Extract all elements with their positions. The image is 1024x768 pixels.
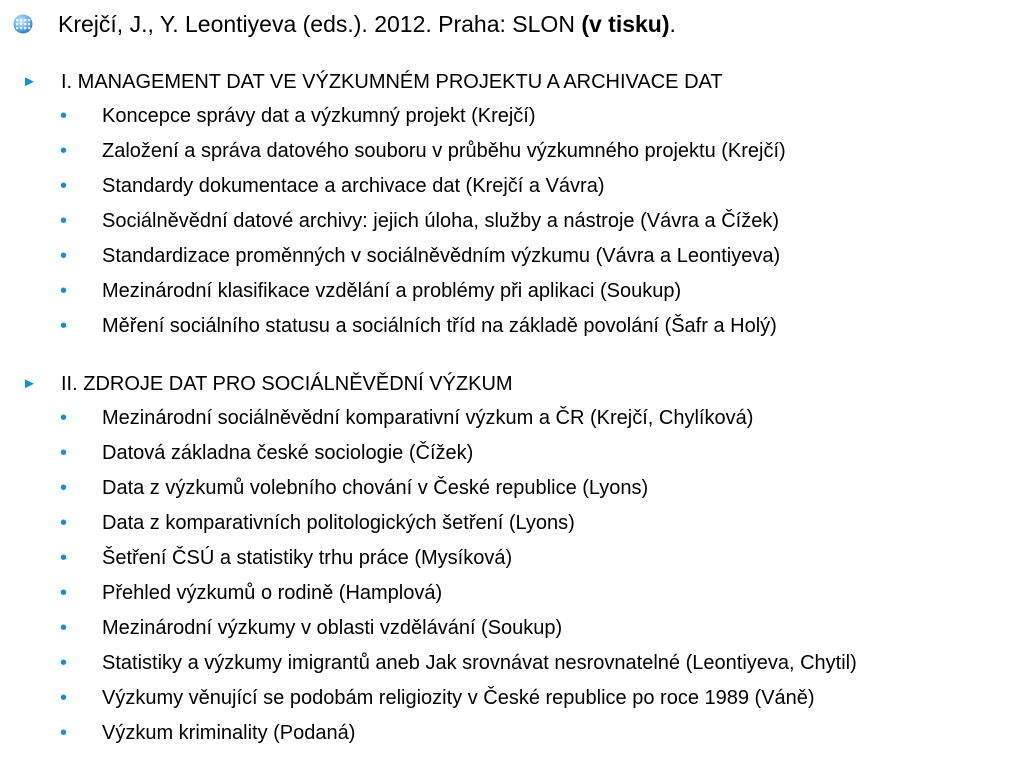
- list-item-text: Výzkumy věnující se podobám religiozity v České republice po roce 1989 (Váně): [102, 687, 815, 709]
- bullet-icon: •: [60, 547, 68, 569]
- bullet-icon: •: [60, 512, 68, 534]
- list-item: [0, 615, 1024, 641]
- list-item: [0, 580, 1024, 606]
- list-item-text: Založení a správa datového souboru v průběhu výzkumného projektu (Krejčí): [102, 140, 786, 162]
- list-item: [0, 103, 1024, 129]
- list-item: [0, 173, 1024, 199]
- list-item: [0, 278, 1024, 304]
- bullet-icon: •: [60, 407, 68, 429]
- section-2-list: [0, 405, 1024, 746]
- section-title: II. ZDROJE DAT PRO SOCIÁLNĚVĚDNÍ VÝZKUM: [61, 373, 513, 395]
- section-heading: [0, 369, 1024, 399]
- list-item: [0, 475, 1024, 501]
- list-item-text: Standardizace proměnných v sociálněvědním výzkumu (Vávra a Leontiyeva): [102, 245, 781, 267]
- citation-text: [58, 9, 676, 39]
- list-item: [0, 243, 1024, 269]
- list-item: [0, 545, 1024, 571]
- section-1: [0, 67, 1024, 348]
- bullet-icon: •: [60, 175, 68, 197]
- list-item: [0, 720, 1024, 746]
- citation-period: .: [669, 11, 676, 37]
- bullet-icon: •: [60, 687, 68, 709]
- pattern-globe-icon: [12, 13, 34, 35]
- list-item-text: Přehled výzkumů o rodině (Hamplová): [102, 582, 443, 604]
- section-heading: [0, 67, 1024, 97]
- bullet-icon: •: [60, 617, 68, 639]
- list-item-text: Statistiky a výzkumy imigrantů aneb Jak srovnávat nesrovnatelné (Leontiyeva, Chytil): [102, 652, 857, 674]
- list-item: [0, 405, 1024, 431]
- list-item-text: Mezinárodní výzkumy v oblasti vzdělávání (Soukup): [102, 617, 563, 639]
- bullet-icon: •: [60, 582, 68, 604]
- citation-line: [8, 8, 676, 40]
- list-item-text: Standardy dokumentace a archivace dat (Krejčí a Vávra): [102, 175, 605, 197]
- list-item-text: Mezinárodní klasifikace vzdělání a problémy při aplikaci (Soukup): [102, 280, 682, 302]
- section-title: I. MANAGEMENT DAT VE VÝZKUMNÉM PROJEKTU A ARCHIVACE DAT: [61, 71, 723, 93]
- list-item-text: Šetření ČSÚ a statistiky trhu práce (Mysíková): [102, 547, 513, 569]
- bullet-icon: •: [60, 105, 68, 127]
- list-item: [0, 685, 1024, 711]
- bullet-icon: •: [60, 442, 68, 464]
- citation-main: Krejčí, J., Y. Leontiyeva (eds.). 2012. Praha: SLON: [58, 11, 582, 37]
- list-item: [0, 313, 1024, 339]
- triangle-bullet-icon: ►: [22, 73, 37, 90]
- list-item: [0, 510, 1024, 536]
- triangle-bullet-icon: ►: [22, 375, 37, 392]
- bullet-icon: •: [60, 210, 68, 232]
- section-1-list: [0, 103, 1024, 339]
- list-item: [0, 208, 1024, 234]
- bullet-icon: •: [60, 477, 68, 499]
- list-item-text: Sociálněvědní datové archivy: jejich úloha, služby a nástroje (Vávra a Čížek): [102, 210, 780, 232]
- list-item-text: Měření sociálního statusu a sociálních tříd na základě povolání (Šafr a Holý): [102, 315, 777, 337]
- bullet-icon: •: [60, 722, 68, 744]
- list-item-text: Datová základna české sociologie (Čížek): [102, 442, 474, 464]
- list-item: [0, 138, 1024, 164]
- list-item-text: Data z výzkumů volebního chování v České republice (Lyons): [102, 477, 649, 499]
- list-item-text: Koncepce správy dat a výzkumný projekt (Krejčí): [102, 105, 536, 127]
- list-item: [0, 650, 1024, 676]
- list-item-text: Výzkum kriminality (Podaná): [102, 722, 356, 744]
- bullet-icon: •: [60, 140, 68, 162]
- bullet-icon: •: [60, 652, 68, 674]
- list-item-text: Data z komparativních politologických šetření (Lyons): [102, 512, 575, 534]
- citation-status: (v tisku): [581, 11, 670, 37]
- bullet-icon: •: [60, 245, 68, 267]
- bullet-icon: •: [60, 280, 68, 302]
- section-2: [0, 369, 1024, 755]
- bullet-icon: •: [60, 315, 68, 337]
- list-item-text: Mezinárodní sociálněvědní komparativní výzkum a ČR (Krejčí, Chylíková): [102, 407, 754, 429]
- list-item: [0, 440, 1024, 466]
